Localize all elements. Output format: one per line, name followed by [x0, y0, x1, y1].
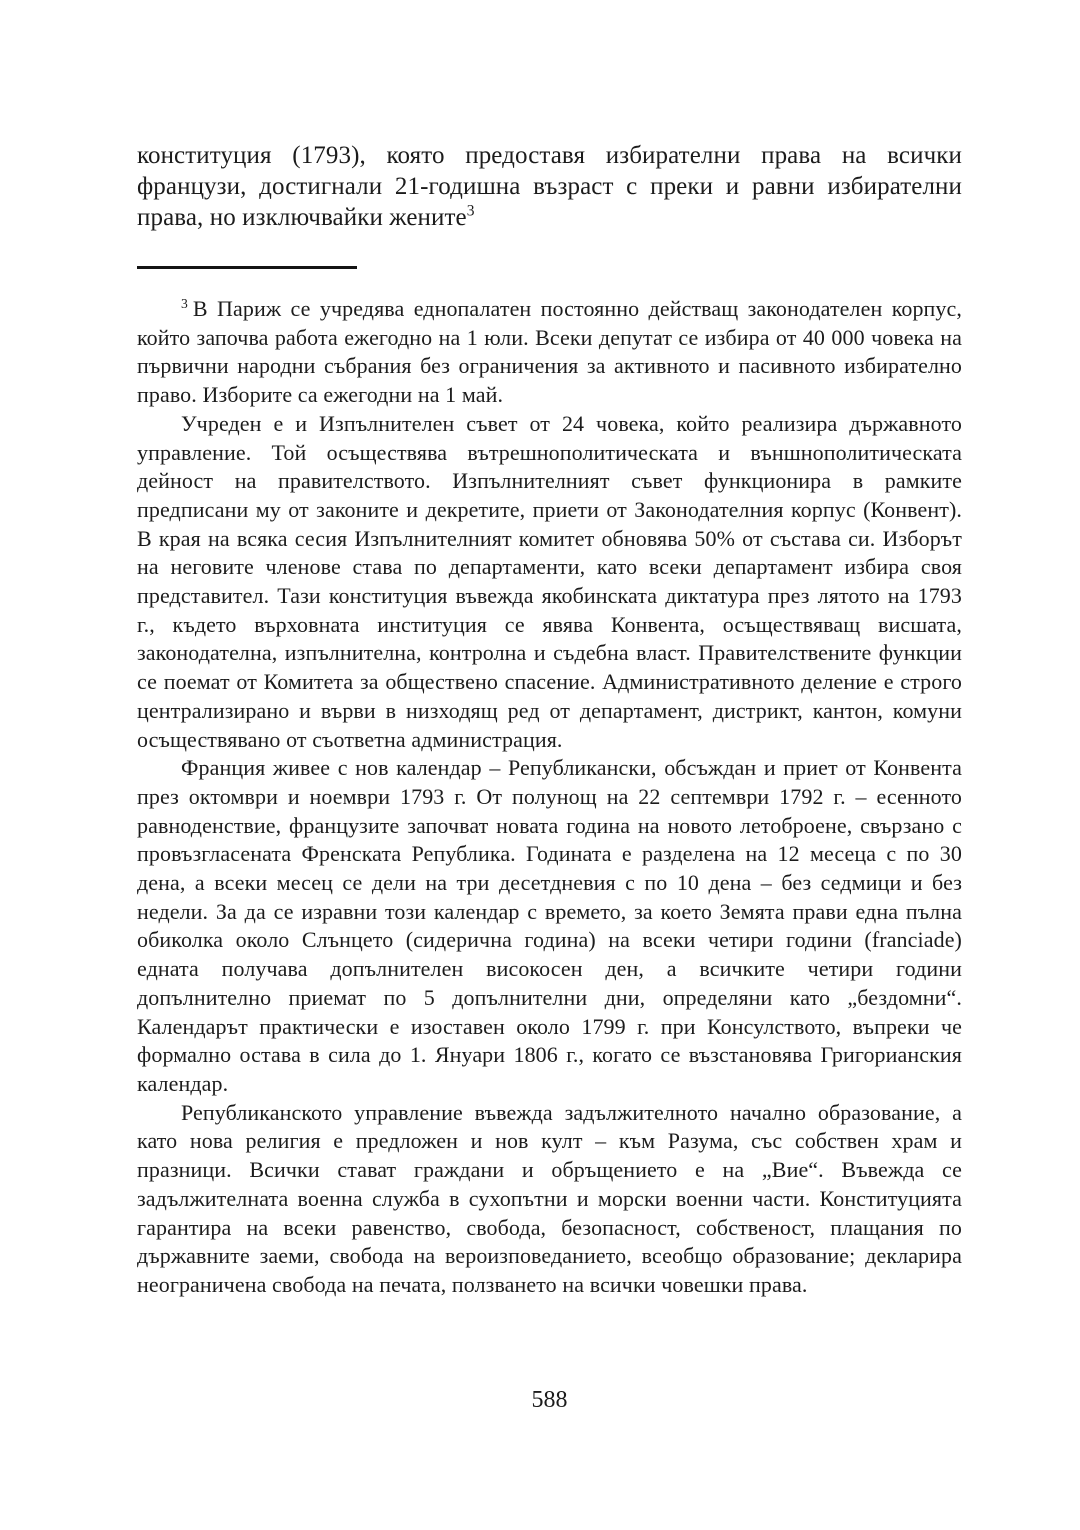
- footnote-section: [137, 295, 962, 1300]
- footnote-reference: 3: [466, 202, 475, 220]
- body-paragraph-text: конституция (1793), която предоставя избирателни права на всички французи, достигнали 21-годишна възраст с преки и равни избирателни права, но изключвайки жените: [137, 142, 962, 231]
- footnote-paragraph: Републиканското управление въвежда задължителното начално образование, а като нова религия е предложен и нов култ – към Разума, със собствен храм и празници. Всички стават граждани и обръщението е на „Вие“. Въвежда се задължителната военна служба в сухопътни и морски военни части. Конституцията гарантира на всеки равенство, свобода, безопасност, собственост, плащания по държавните заеми, свобода на вероизповеданието, всеобщо образование; декларира неограничена свобода на печата, ползването на всички човешки права.: [137, 1099, 962, 1297]
- text-column: [137, 140, 962, 1300]
- page-number: 588: [531, 1387, 568, 1413]
- footnote-marker: 3: [181, 295, 188, 311]
- footnote-paragraph-text: В Париж се учредява еднопалатен постоянно действащ законодателен корпус, който започва работа ежегодно на 1 юли. Всеки депутат се избира от 40 000 човека на първични народни събрания без ограничения за активното и пасивното избирателно право. Изборите са ежегодни на 1 май.: [137, 296, 962, 408]
- body-paragraph: [137, 140, 962, 233]
- footnote-paragraph: Франция живее с нов календар – Републикански, обсъждан и приет от Конвента през октомври и ноември 1793 г. От полунощ на 22 септември 1792 г. – есенното равноденствие, французите започват новата година на новото летоброене, свързано с провъзгласената Френската Република. Годината е разделена на 12 месеца с по 30 дена, а всеки месец се дели на три десетдневия с по 10 дена – без седмици и без недели. За да се изравни този календар с времето, за което Земята прави една пълна обиколка около Слънцето (сидерична година) на всеки четири години (franciade) едната получава допълнителен високосен ден, а всичките четири години допълнително приемат по 5 допълнителни дни, определяни като „бездомни“. Календарът практически е изоставен около 1799 г. при Консулството, въпреки че формално остава в сила до 1. Януари 1806 г., когато се възстановява Григорианския календар.: [137, 755, 962, 1096]
- footnote-separator: [137, 266, 357, 269]
- footnote-paragraph: [137, 295, 962, 410]
- footnote-paragraph: Учреден е и Изпълнителен съвет от 24 човека, който реализира държавното управление. Той осъществява вътрешнополитическата и външнополитическата дейност на правителството. Изпълнителният съвет функционира в рамките предписани му от законите и декретите, приети от Законодателния корпус (Конвент). В края на всяка сесия Изпълнителният комитет обновява 50% от състава си. Изборът на неговите членове става по департаменти, като всеки департамент избира своя представител. Тази конституция въвежда якобинската диктатура през лятото на 1793 г., където върховната институция се явява Конвента, осъществяващ висшата, законодателна, изпълнителна, контролна и съдебна власт. Правителствените функции се поемат от Комитета за обществено спасение. Административното деление е строго централизирано и върви в низходящ ред от департамент, дистрикт, кантон, комуни осъществявано от съответна администрация.: [137, 410, 962, 752]
